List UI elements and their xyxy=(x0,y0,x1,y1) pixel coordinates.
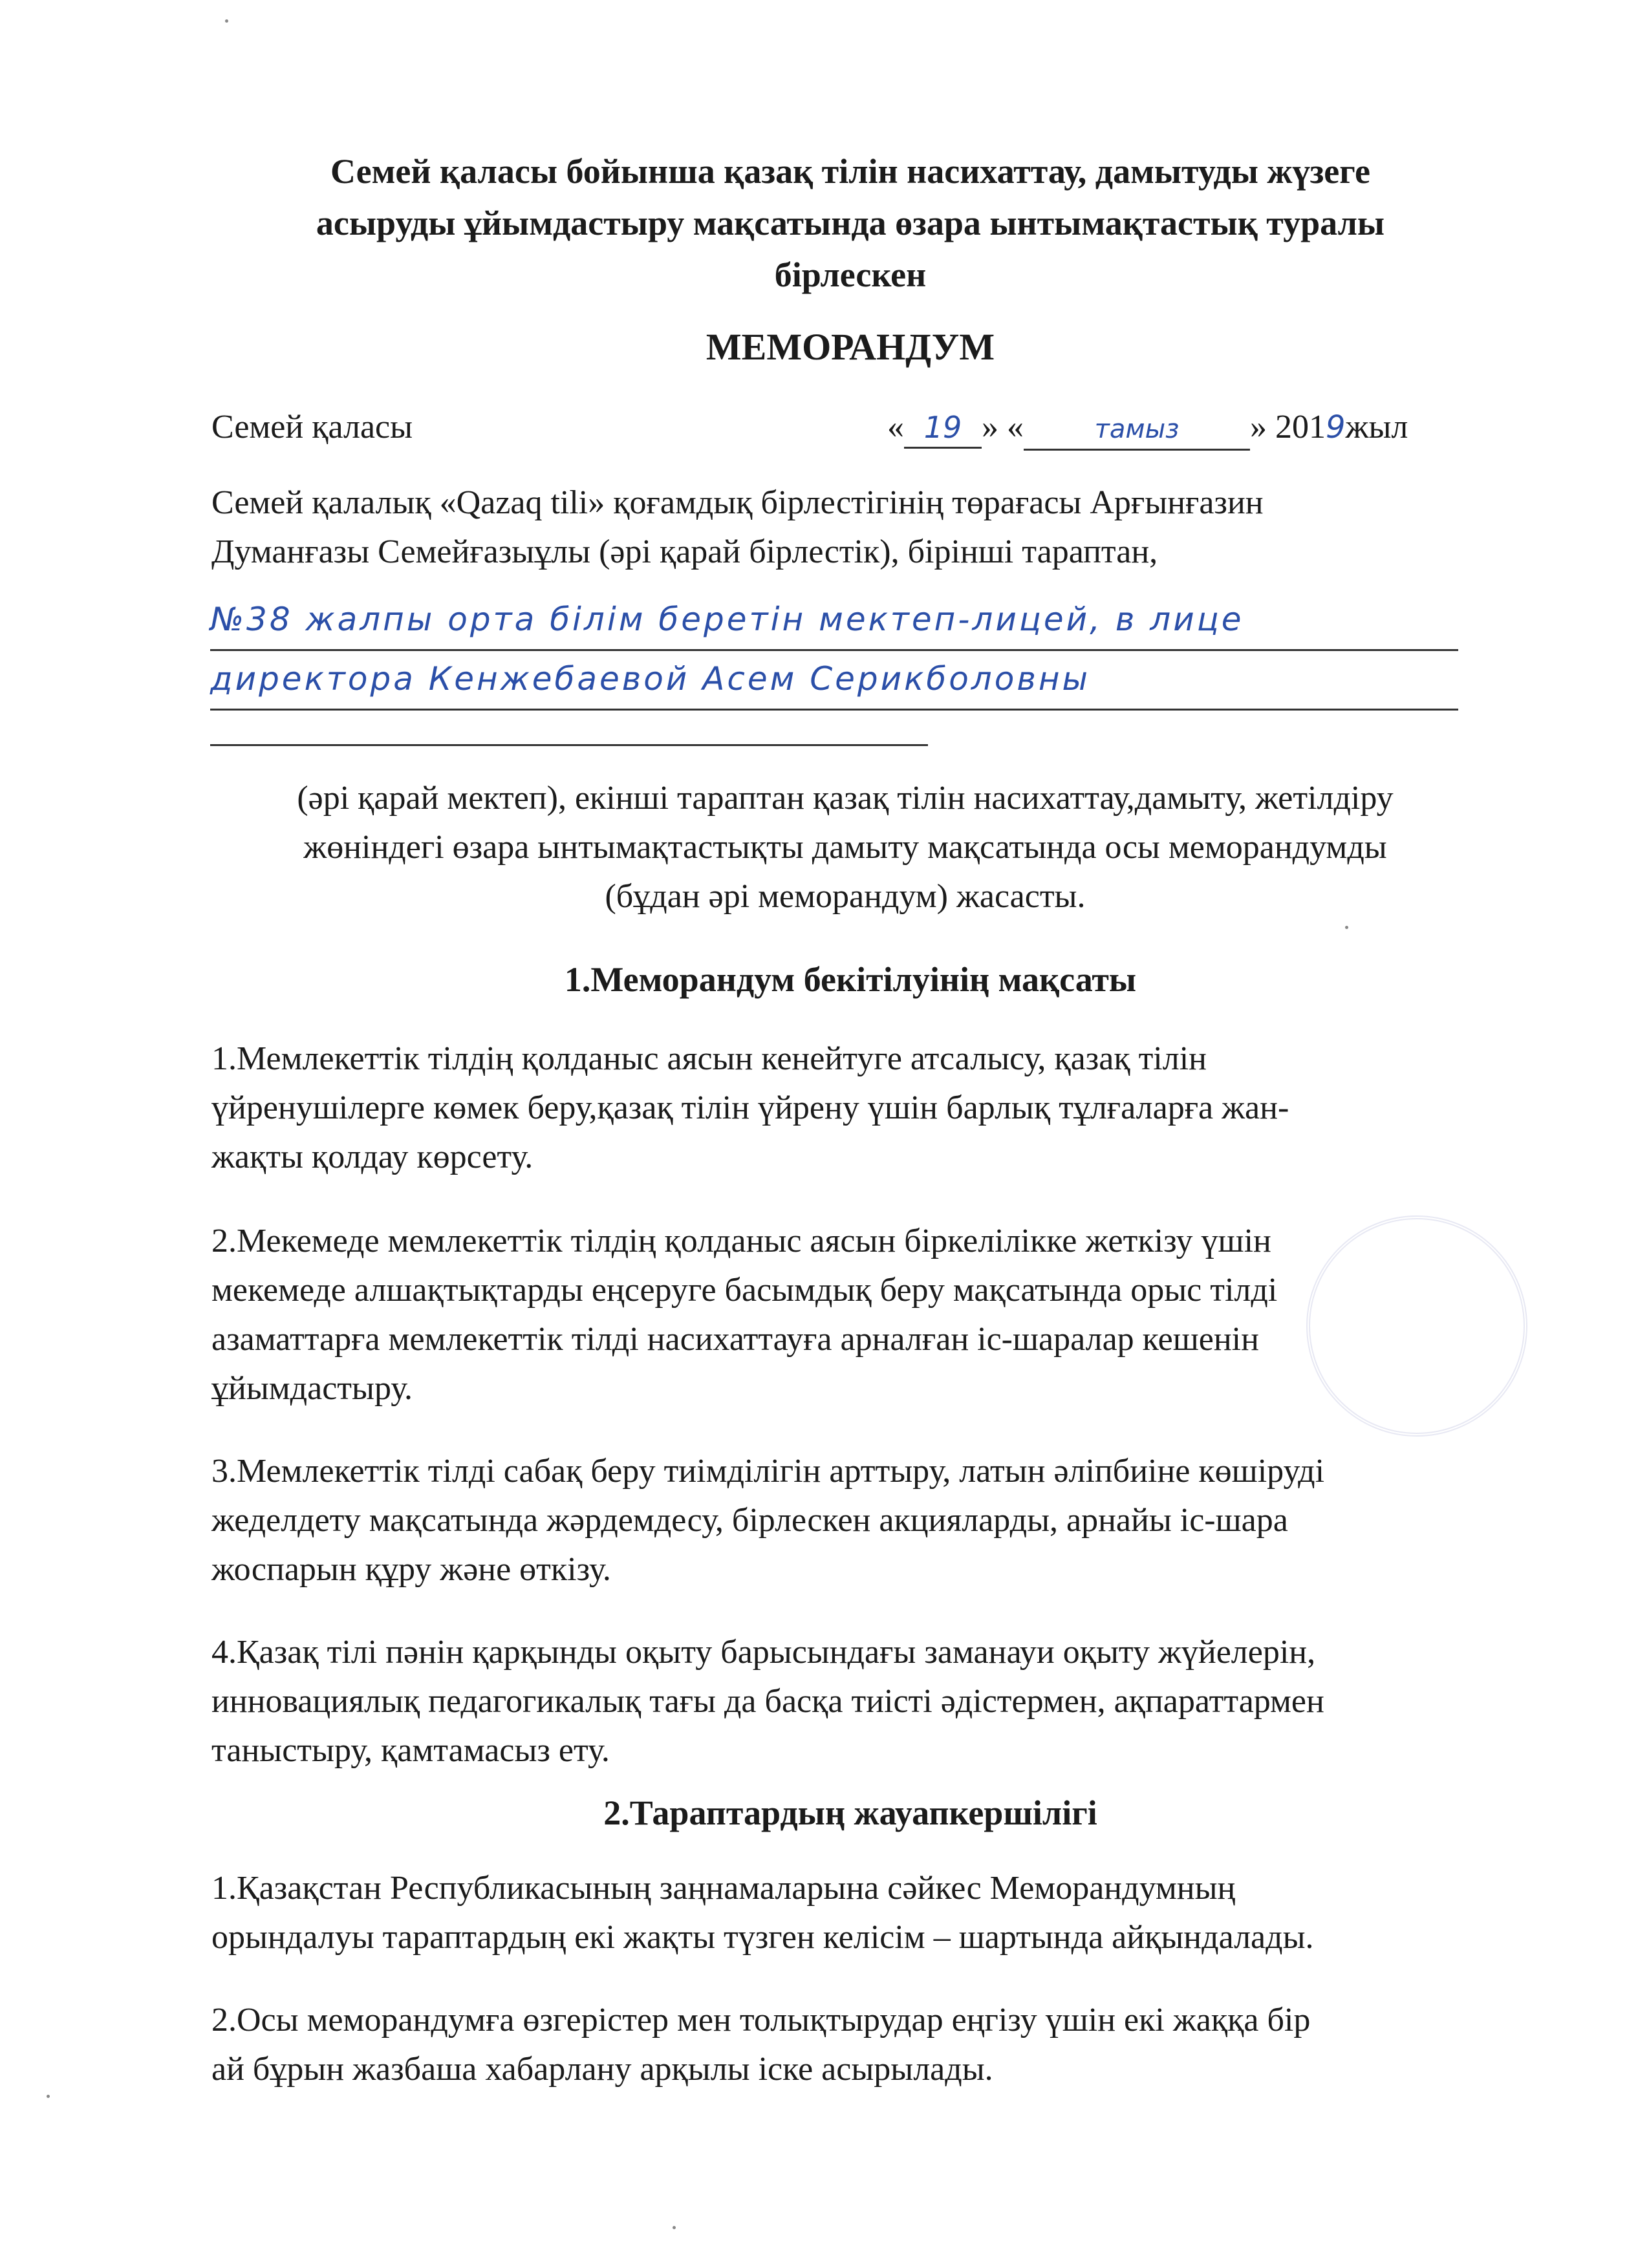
item-line: азаматтарға мемлекеттік тілді насихаттауға арналған іс-шаралар кешенін xyxy=(211,1321,1259,1358)
item-line: инновациялық педагогикалық тағы да басқа тиісті әдістермен, ақпараттармен xyxy=(211,1683,1324,1720)
paragraph-line: (әрі қарай мектеп), екінші тараптан қазақ тілін насихаттау,дамыту, жетілдіру xyxy=(297,780,1394,817)
handwritten-day: 19 xyxy=(904,408,982,449)
party-one-paragraph xyxy=(211,478,1479,577)
scan-speck xyxy=(47,2095,50,2098)
document-title xyxy=(213,145,1487,301)
item-line: 4.Қазақ тілі пәнін қарқынды оқыту барысындағы заманауи оқыту жүйелерін, xyxy=(211,1634,1316,1671)
year-prefix: » 201 xyxy=(1250,409,1326,445)
item-line: жақты қолдау көрсету. xyxy=(211,1139,534,1175)
section-1-heading: 1.Меморандум бекітілуінің мақсаты xyxy=(564,960,1137,999)
item-line: орындалуы тараптардың екі жақты түзген келісім – шартында айқындалады. xyxy=(211,1919,1314,1956)
title-line: асыруды ұйымдастыру мақсатында өзара ынтымақтастық туралы xyxy=(316,204,1385,242)
item-line: үйренушілерге көмек беру,қазақ тілін үйрену үшін барлық тұлғаларға жан- xyxy=(211,1089,1289,1126)
item-line: 1.Мемлекеттік тілдің қолданыс аясын кенейтуге атсалысу, қазақ тілін xyxy=(211,1040,1207,1077)
paragraph-line: жөніндегі өзара ынтымақтастықты дамыту мақсатында осы меморандумды xyxy=(303,829,1387,866)
document-type-heading: МЕМОРАНДУМ xyxy=(706,326,995,368)
item-line: жоспарын құру және өткізу. xyxy=(211,1551,611,1588)
intro-paragraph xyxy=(211,774,1479,921)
scan-speck xyxy=(673,2226,676,2229)
year-word: жыл xyxy=(1345,409,1408,445)
section-1-item-2 xyxy=(211,1217,1482,1413)
item-line: таныстыру, қамтамасыз ету. xyxy=(211,1732,610,1769)
paragraph-line: Семей қалалық «Qazaq tili» қоғамдық бірлестігінің төрағасы Арғынғазин xyxy=(211,484,1264,521)
item-line: 1.Қазақстан Республикасының заңнамаларына сәйкес Меморандумның xyxy=(211,1870,1236,1907)
paragraph-line: Думанғазы Семейғазыұлы (әрі қарай бірлестік), бірінші тараптан, xyxy=(211,533,1158,570)
handwritten-year-digit: 9 xyxy=(1326,409,1346,445)
item-line: ай бұрын жазбаша хабарлану арқылы іске асырылады. xyxy=(211,2051,993,2088)
item-line: жеделдету мақсатында жәрдемдесу, бірлескен акцияларды, арнайы іс-шара xyxy=(211,1502,1288,1539)
section-1-item-1 xyxy=(211,1034,1482,1182)
blank-fill-line xyxy=(210,744,928,746)
section-2-heading: 2.Тараптардың жауапкершілігі xyxy=(603,1793,1097,1832)
item-line: ұйымдастыру. xyxy=(211,1370,413,1407)
handwritten-month: тамыз xyxy=(1024,410,1250,451)
document-date xyxy=(887,401,1408,453)
item-line: 3.Мемлекеттік тілді сабақ беру тиімділігін арттыру, латын әліпбиіне көшіруді xyxy=(211,1453,1325,1490)
paragraph-line: (бұдан әрі меморандум) жасасты. xyxy=(605,878,1086,915)
scan-speck xyxy=(1345,926,1348,929)
quote-open: « xyxy=(887,409,904,445)
section-2-item-2 xyxy=(211,1996,1482,2094)
item-line: 2.Мекемеде мемлекеттік тілдің қолданыс аясын біркелілікке жеткізу үшін xyxy=(211,1223,1271,1259)
section-1-item-4 xyxy=(211,1628,1482,1775)
handwritten-party-line: №38 жалпы орта білім беретін мектеп-лицей, в лице xyxy=(210,594,1458,651)
section-2-item-1 xyxy=(211,1864,1482,1962)
title-line: бірлескен xyxy=(774,255,927,294)
item-line: мекемеде алшақтықтарды еңсеруге басымдық беру мақсатында орыс тілді xyxy=(211,1272,1278,1309)
item-line: 2.Осы меморандумға өзгерістер мен толықтырудар еңгізу үшін екі жаққа бір xyxy=(211,2002,1311,2038)
quote-separator: » « xyxy=(982,409,1024,445)
section-1-item-3 xyxy=(211,1447,1482,1594)
scan-speck xyxy=(225,19,228,23)
title-line: Семей қаласы бойынша қазақ тілін насихаттау, дамытуды жүзеге xyxy=(330,152,1371,191)
handwritten-party-line: директора Кенжебаевой Асем Серикболовны xyxy=(210,653,1458,711)
city-label: Семей қаласы xyxy=(211,409,413,445)
